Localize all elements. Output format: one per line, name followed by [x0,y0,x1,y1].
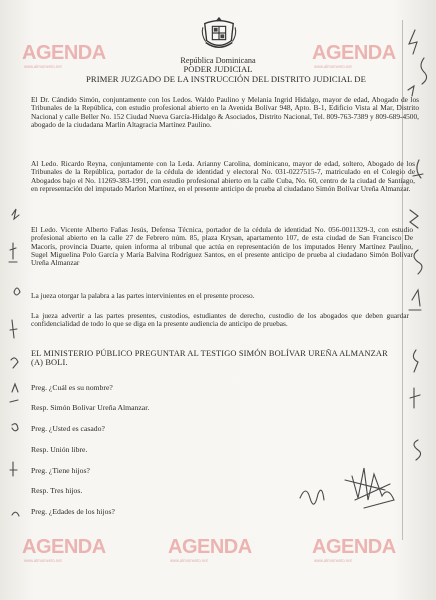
qa-line: Resp. Tres hijos. [31,486,83,495]
paragraph-1: El Dr. Cándido Simón, conjuntamente con los Ledos. Waldo Paulino y Melania Ingrid Hidalgo, mayor de edad, Abogado de los Tribunales de la República, con estudio profesional abierto en la Avenida Bolívar 948, Apto. B-1, Edificio Vista al Mar, Distrito Nacional y calle Beller No. 152 Ciudad Nueva García-Hidalgo & Asociados, Distrito Nacional, Tel. 809-763-7389 y 809-689-4500, abogado de la ciudadana Marlin Altagracia Martínez Paulino. [31,95,419,130]
watermark-logo: AGENDA www.almomento.net [312,42,396,69]
paragraph-2: Al Ledo. Ricardo Reyna, conjuntamente con la Leda. Arianny Carolina, dominicano, mayor de edad, soltero, Abogado de los Tribunales de la República, portador de la cédula de identidad y electoral No. 031-0227515-7, matriculado en el Colegio de Abogados bajo el No. 11269-383-1991, con estudio profesional abierto en la calle Cuba, No. 60, centro de la ciudad de Santiago, en representación del imputado Marlon Martínez, en el presente anticipo de prueba al ciudadano Simón Bolívar Ureña Almanzar. [31,159,415,194]
header-branch: PODER JUDICIAL [183,64,253,74]
qa-line: Preg. ¿Tiene hijos? [31,466,90,475]
qa-line: Preg. ¿Edades de los hijos? [31,507,115,516]
header-court: PRIMER JUZGADO DE LA INSTRUCCIÓN DEL DISTRITO JUDICIAL DE [86,74,366,84]
paragraph-3: El Ledo. Vicente Alberto Fañas Jesús, Defensa Técnica, portador de la cédula de identidad No. 056-0011329-3, con estudio profesional abierto en la calle 27 de Febrero núm. 85, plaza Krysan, apartamento 107, de esta ciudad de San Francisco De Macorís, provincia Duarte, quien informa al tribunal que actúa en representación de los imputados Henry Martínez Paulino, Sugel Miguelina Polo García y María Balvina Rodríguez Santos, en el presente anticipo de prueba al ciudadano Simón Bolívar Ureña Almanzar [31,225,413,268]
qa-line: Preg. ¿Cuál es su nombre? [31,383,113,392]
watermark-logo: AGENDA www.almomento.net [22,536,106,563]
section-title: EL MINISTERIO PÚBLICO PREGUNTAR AL TESTIGO SIMÓN BOLÍVAR UREÑA ALMANZAR (A) BOLI. [31,349,388,368]
watermark-logo: AGENDA www.almomento.net [168,536,252,563]
qa-line: Resp. Unión libre. [31,445,88,454]
header-country: República Dominicana [180,56,256,65]
qa-line: Resp. Simón Bolívar Ureña Almanzar. [31,403,150,412]
watermark-logo: AGENDA www.almomento.net [312,536,396,563]
watermark-logo: AGENDA www.almomento.net [22,42,106,69]
right-margin-line [402,20,403,540]
paragraph-5: La jueza advertir a las partes presentes, custodios, estudiantes de derecho, custodio de los abogados que deben guardar confidencialidad de todo lo que se diga en la presente audiencia de anticipo de pruebas. [31,311,409,329]
qa-line: Preg. ¿Usted es casado? [31,424,105,433]
paragraph-4: La jueza otorgar la palabra a las partes intervinientes en el presente proceso. [31,291,255,300]
